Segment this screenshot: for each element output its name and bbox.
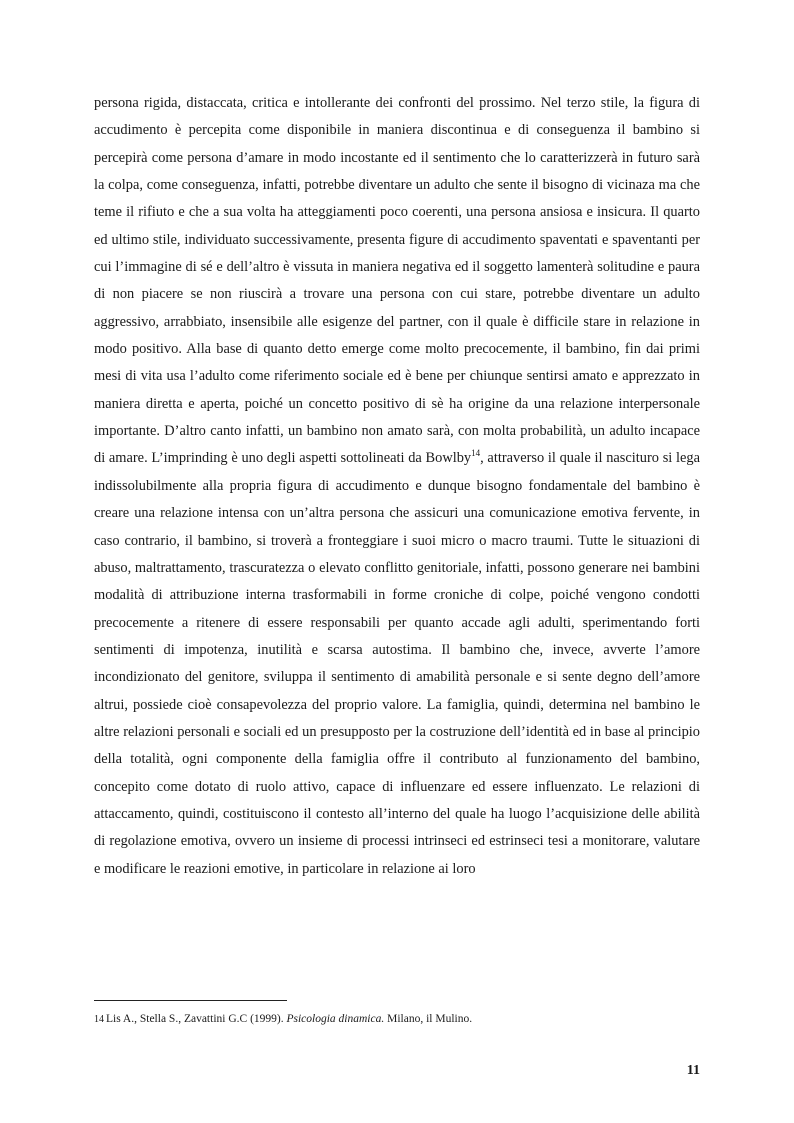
body-text-part-1: persona rigida, distaccata, critica e intollerante dei confronti del prossimo. Nel terzo stile, la figura di accudimento è percepita come disponibile in maniera discontinua e di conseguenza il bambino si percepirà come persona d’amare in modo incostante ed il sentimento che lo caratterizzerà in futuro sarà la colpa, come conseguenza, infatti, potrebbe diventare un adulto che sente il bisogno di vicinaza ma che teme il rifiuto e che a sua volta ha atteggiamenti poco coerenti, una persona ansiosa e insicura. Il quarto ed ultimo stile, individuato successivamente, presenta figure di accudimento spaventati e spaventanti per cui l’immagine di sé e dell’altro è vissuta in maniera negativa ed il soggetto lamenterà solitudine e paura di non piacere se non riuscirà a trovare una persona con cui stare, potrebbe diventare un adulto aggressivo, arrabbiato, insensibile alle esigenze del partner, con il quale è difficile stare in relazione in modo positivo. Alla base di quanto detto emerge come molto precocemente, il bambino, fin dai primi mesi di vita usa l’adulto come riferimento sociale ed è bene per chiunque sentirsi amato e apprezzato in maniera diretta e aperta, poiché un concetto positivo di sè ha origine da una relazione interpersonale importante. D’altro canto infatti, un bambino non amato sarà, con molta probabilità, un adulto incapace di amare. L’imprinding è uno degli aspetti sottolineati da Bowlby	[94, 95, 700, 467]
footnote-book-title: Psicologia dinamica.	[286, 1013, 385, 1025]
footnote-reference[interactable]: 14	[471, 448, 481, 459]
footnote-publisher: Milano, il Mulino.	[384, 1013, 473, 1025]
page-number: 11	[686, 1063, 700, 1078]
footnote-authors: Lis A., Stella S., Zavattini G.C (1999).	[106, 1013, 287, 1025]
footnote-number: 14	[94, 1014, 104, 1025]
footnote	[94, 1011, 700, 1028]
footnote-separator	[94, 1000, 287, 1001]
body-text-part-2: , attraverso il quale il nascituro si lega indissolubilmente alla propria figura di accudimento e dunque bisogno fondamentale del bambino è creare una relazione intensa con un’altra persona che assicuri una comunicazione emotiva fervente, in caso contrario, il bambino, si troverà a fronteggiare i suoi micro o macro traumi. Tutte le situazioni di abuso, maltrattamento, trascuratezza o elevato conflitto genitoriale, infatti, possono generare nei bambini modalità di attribuzione interna trasformabili in forme croniche di colpe, poiché vengono condotti precocemente a ritenere di essere responsabili per quanto accade agli adulti, sperimentando forti sentimenti di impotenza, inutilità e scarsa autostima. Il bambino che, invece, avverte l’amore incondizionato del genitore, sviluppa il sentimento di amabilità personale e si sente degno dell’amore altrui, possiede cioè consapevolezza del proprio valore. La famiglia, quindi, determina nel bambino le altre relazioni personali e sociali ed un presupposto per la costruzione dell’identità ed in base al principio della totalità, ogni componente della famiglia offre il contributo al funzionamento del bambino, concepito come dotato di ruolo attivo, capace di influenzare ed essere influenzato. Le relazioni di attaccamento, quindi, costituiscono il contesto all’interno del quale ha luogo l’acquisizione delle abilità di regolazione emotiva, ovvero un insieme di processi intrinseci ed estrinseci tesi a monitorare, valutare e modificare le reazioni emotive, in particolare in relazione ai loro	[94, 450, 700, 877]
body-paragraph	[94, 90, 700, 883]
